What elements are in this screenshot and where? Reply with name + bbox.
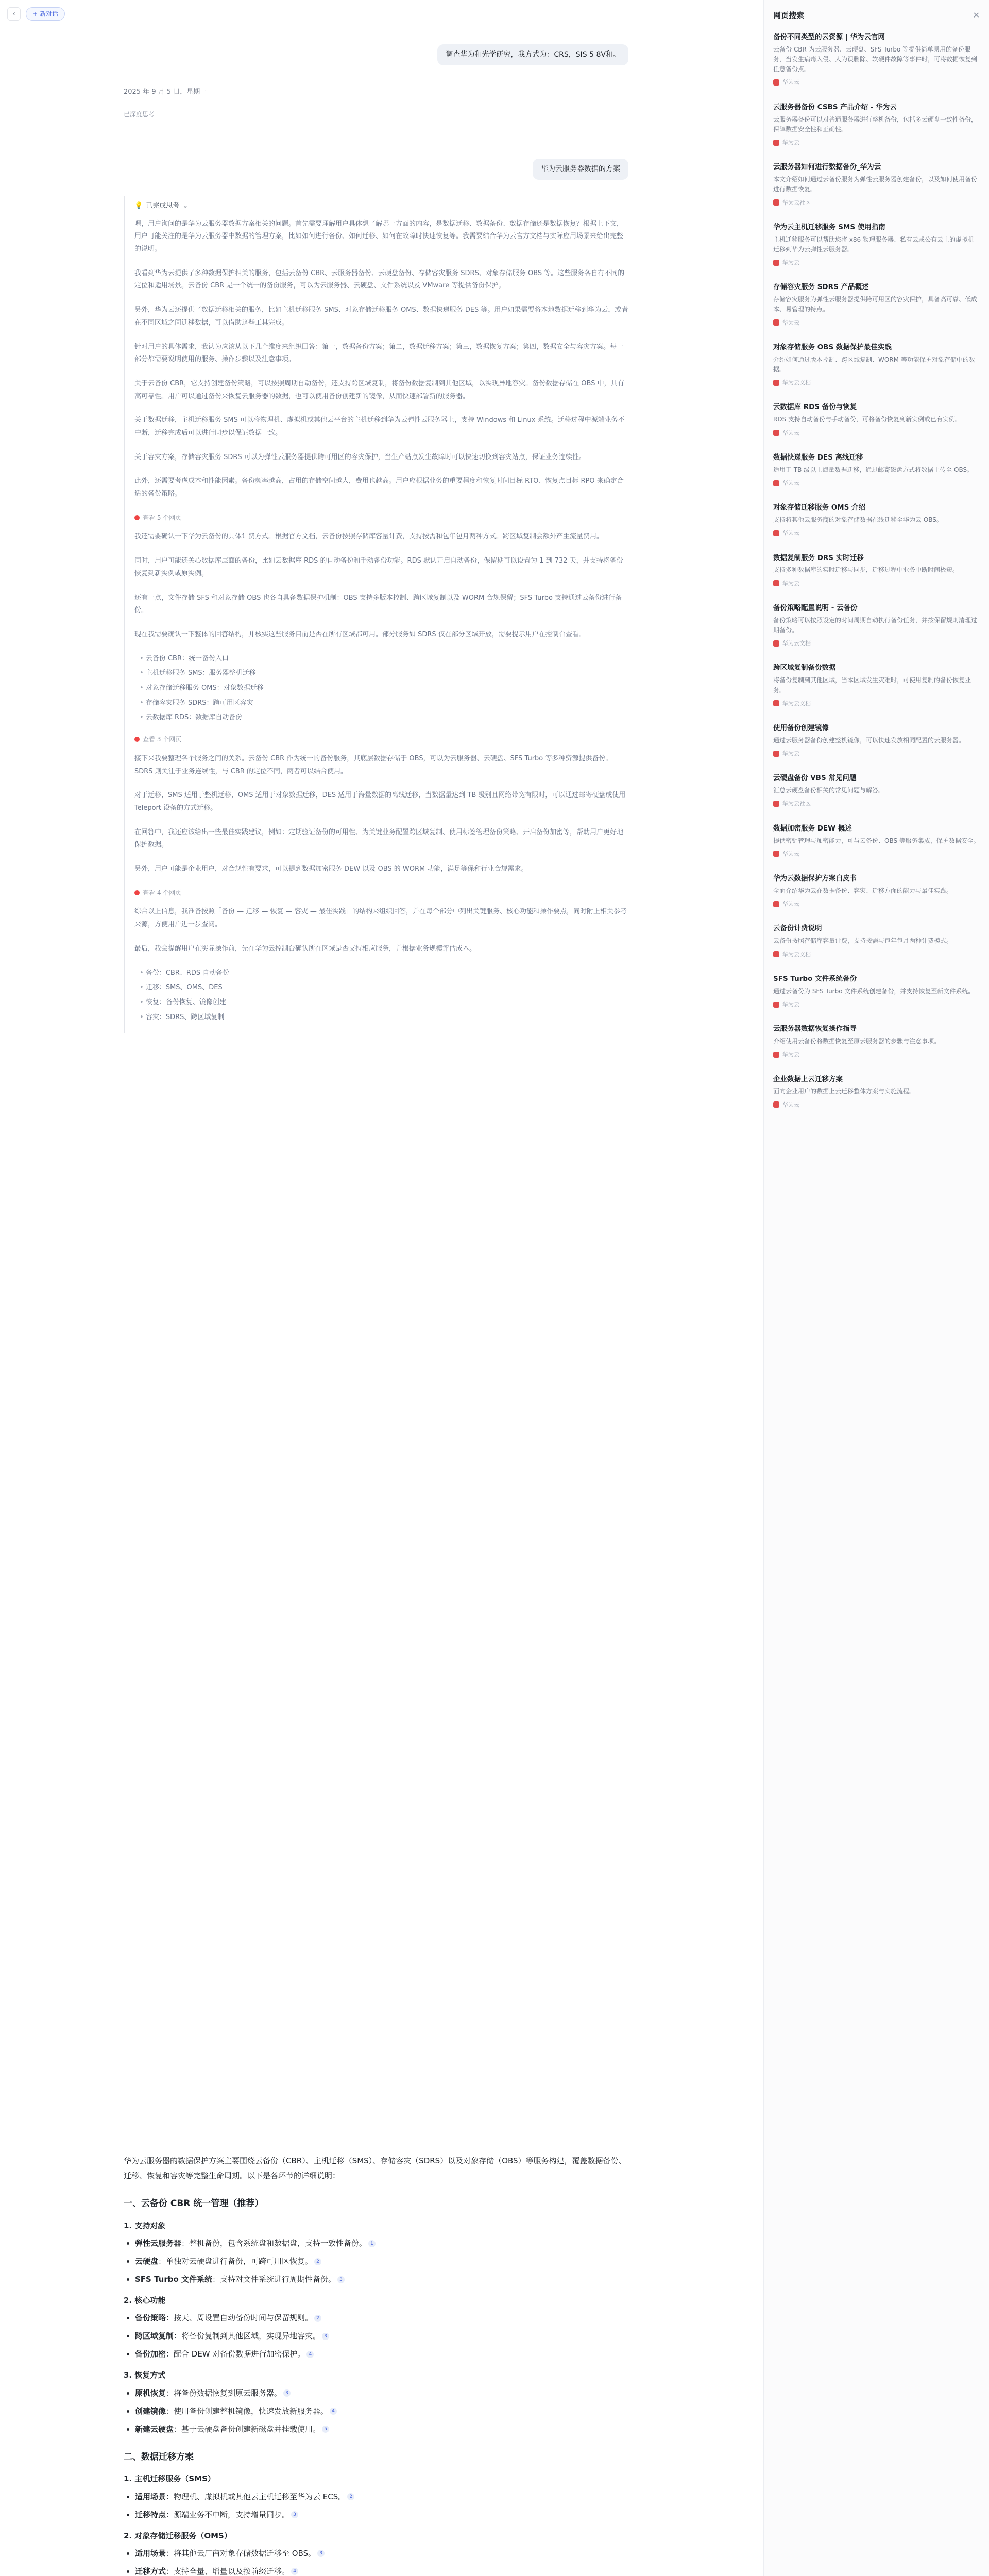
source-site bbox=[773, 699, 980, 708]
web-source-icon bbox=[134, 890, 140, 895]
back-icon[interactable]: ‹ bbox=[7, 7, 21, 21]
reference-chip[interactable] bbox=[134, 512, 628, 524]
source-title[interactable]: 跨区域复制备份数据 bbox=[773, 664, 836, 672]
source-title[interactable]: 备份策略配置说明 - 云备份 bbox=[773, 603, 858, 612]
thinking-list-item: • 云数据库 RDS：数据库自动备份 bbox=[140, 711, 628, 724]
source-description: 本文介绍如何通过云备份服务为弹性云服务器创建备份，以及如何使用备份进行数据恢复。 bbox=[773, 176, 978, 193]
thinking-paragraph: 关于云备份 CBR，它支持创建备份策略，可以按照周期自动备份，还支持跨区域复制，将备份数据复制到其他区域，以实现异地容灾。备份数据存储在 OBS 中，具有高可靠性。用户可以通过备份来恢复云服务器的数据，也可以使用备份创建新的镜像，从而快速部署新的服务器。 bbox=[134, 379, 624, 400]
bullet-key: 云硬盘 bbox=[135, 2257, 159, 2266]
subsection-heading: 3. 恢复方式 bbox=[124, 2370, 166, 2380]
source-site bbox=[773, 638, 980, 648]
thinking-paragraph: 关于容灾方案，存储容灾服务 SDRS 可以为弹性云服务器提供跨可用区的容灾保护，当生产站点发生故障时可以快速切换到容灾站点，保证业务连续性。 bbox=[134, 453, 586, 461]
thinking-paragraph: 还有一点，文件存储 SFS 和对象存储 OBS 也各自具备数据保护机制：OBS 支持多版本控制、跨区域复制以及 WORM 合规保留；SFS Turbo 支持通过云备份进行备份。 bbox=[134, 594, 622, 615]
source-site bbox=[773, 1100, 980, 1110]
bullet-text: ：将备份复制到其他区域，实现异地容灾。 bbox=[174, 2331, 321, 2341]
close-icon[interactable]: ✕ bbox=[973, 10, 980, 20]
source-title[interactable]: 云备份计费说明 bbox=[773, 924, 822, 933]
bullet-text: ：基于云硬盘备份创建新磁盘并挂载使用。 bbox=[174, 2424, 321, 2434]
source-description: 支持多种数据库的实时迁移与同步，迁移过程中业务中断时间极短。 bbox=[773, 566, 959, 574]
source-description: 面向企业用户的数据上云迁移整体方案与实施流程。 bbox=[773, 1088, 916, 1095]
site-favicon-icon bbox=[773, 530, 779, 536]
source-description: 介绍如何通过版本控制、跨区域复制、WORM 等功能保护对象存储中的数据。 bbox=[773, 355, 975, 374]
thinking-paragraph: 关于数据迁移，主机迁移服务 SMS 可以将物理机、虚拟机或其他云平台的主机迁移到华为云弹性云服务器上，支持 Windows 和 Linux 系统。迁移过程中源端业务不中断，迁移完成后可以进行同步以保证数据一致。 bbox=[134, 416, 625, 437]
source-card[interactable] bbox=[773, 402, 980, 437]
source-description: 存储容灾服务为弹性云服务器提供跨可用区的容灾保护，具备高可靠、低成本、易管理的特点。 bbox=[773, 296, 978, 313]
source-card[interactable] bbox=[773, 773, 980, 808]
source-card[interactable] bbox=[773, 32, 980, 88]
bullet-text: ：整机备份，包含系统盘和数据盘，支持一致性备份。 bbox=[181, 2239, 367, 2248]
thinking-paragraph: 综合以上信息，我准备按照「备份 — 迁移 — 恢复 — 容灾 — 最佳实践」的结构来组织回答，并在每个部分中列出关键服务、核心功能和操作要点，同时附上相关参考来源，方便用户进一步查阅。 bbox=[134, 908, 627, 929]
bullet-list bbox=[135, 2311, 628, 2361]
thinking-list-item: • 存储容灾服务 SDRS：跨可用区容灾 bbox=[140, 697, 628, 710]
source-card[interactable] bbox=[773, 553, 980, 588]
source-site bbox=[773, 579, 980, 588]
source-description: 提供密钥管理与加密能力，可与云备份、OBS 等服务集成，保护数据安全。 bbox=[773, 837, 980, 844]
source-description: 备份策略可以按照设定的时间周期自动执行备份任务，并按保留规则清理过期备份。 bbox=[773, 616, 978, 634]
thinking-paragraphs bbox=[134, 531, 628, 641]
citation-badge[interactable]: 2 bbox=[347, 2493, 354, 2500]
source-site bbox=[773, 138, 980, 147]
citation-badge[interactable]: 1 bbox=[368, 2240, 376, 2247]
bullet-item bbox=[135, 2347, 628, 2361]
source-site bbox=[773, 950, 980, 959]
chat-main bbox=[124, 0, 628, 2576]
source-site-name: 华为云 bbox=[782, 319, 799, 326]
citation-badge[interactable]: 3 bbox=[291, 2511, 298, 2518]
source-site-name: 华为云 bbox=[782, 429, 799, 436]
site-favicon-icon bbox=[773, 1052, 779, 1058]
source-site-name: 华为云 bbox=[782, 479, 799, 486]
source-description: 支持将其他云服务商的对象存储数据在线迁移至华为云 OBS。 bbox=[773, 516, 943, 524]
bullet-text: ：配合 DEW 对备份数据进行加密保护。 bbox=[166, 2349, 305, 2359]
source-site bbox=[773, 258, 980, 267]
source-title[interactable]: 企业数据上云迁移方案 bbox=[773, 1075, 843, 1083]
reference-chip-label: 查看 5 个网页 bbox=[143, 514, 182, 521]
thinking-paragraph: 针对用户的具体需求，我认为应该从以下几个维度来组织回答：第一，数据备份方案；第二，数据迁移方案；第三，数据恢复方案；第四，数据安全与容灾方案。每一部分都需要说明使用的服务、操作步骤以及注意事项。 bbox=[134, 343, 624, 364]
source-site-name: 华为云 bbox=[782, 79, 799, 86]
site-favicon-icon bbox=[773, 319, 779, 326]
citation-badge[interactable]: 4 bbox=[330, 2408, 337, 2415]
citation-badge[interactable]: 3 bbox=[322, 2333, 329, 2340]
source-site-name: 华为云 bbox=[782, 850, 799, 857]
citation-badge[interactable]: 3 bbox=[317, 2550, 325, 2557]
bullet-item bbox=[135, 2490, 628, 2504]
source-site bbox=[773, 478, 980, 488]
source-card[interactable] bbox=[773, 1074, 980, 1110]
thinking-paragraph: 另外，用户可能是企业用户，对合规性有要求，可以提到数据加密服务 DEW 以及 OBS 的 WORM 功能，满足等保和行业合规需求。 bbox=[134, 865, 528, 873]
answer-sections bbox=[124, 2196, 628, 2576]
thinking-paragraph: 接下来我要整理各个服务之间的关系。云备份 CBR 作为统一的备份服务，其底层数据存储于 OBS，可以为云服务器、云硬盘、SFS Turbo 等多种资源提供备份。SDRS 则关注于业务连续性，与 CBR 的定位不同，两者可以结合使用。 bbox=[134, 754, 612, 775]
source-site-name: 华为云 bbox=[782, 901, 799, 908]
site-favicon-icon bbox=[773, 430, 779, 436]
web-source-icon bbox=[134, 737, 140, 742]
bullet-text: ：使用备份创建整机镜像，快速发放新服务器。 bbox=[166, 2406, 329, 2416]
site-favicon-icon bbox=[773, 1101, 779, 1108]
thinking-panel bbox=[124, 196, 628, 1033]
reference-chip[interactable] bbox=[134, 887, 628, 899]
thinking-paragraph: 在回答中，我还应该给出一些最佳实践建议，例如：定期验证备份的可用性、为关键业务配置跨区域复制、使用标签管理备份策略、开启备份加密等，帮助用户更好地保护数据。 bbox=[134, 828, 624, 849]
bullet-key: 弹性云服务器 bbox=[135, 2239, 182, 2248]
user-message: 调查华为和光学研究，我方式为：CRS，SIS 5 8V和。 bbox=[437, 44, 628, 65]
bullet-key: 备份加密 bbox=[135, 2349, 166, 2359]
source-description: 介绍使用云备份将数据恢复至原云服务器的步骤与注意事项。 bbox=[773, 1038, 941, 1045]
source-description: 主机迁移服务可以帮助您将 x86 物理服务器、私有云或公有云上的虚拟机迁移到华为云弹性云服务器。 bbox=[773, 235, 975, 253]
source-site-name: 华为云 bbox=[782, 530, 799, 537]
bullet-key: 适用场景 bbox=[135, 2548, 166, 2558]
chevron-down-icon: ⌄ bbox=[182, 202, 189, 210]
thinking-paragraph: 嗯，用户询问的是华为云服务器数据方案相关的问题。首先需要理解用户具体想了解哪一方面的内容，是数据迁移、数据备份、数据存储还是数据恢复？根据上下文，用户可能关注的是华为云服务器中数据的管理方案，比如如何进行备份、如何迁移、如何在故障时快速恢复等。我需要结合华为云官方文档与实际应用场景来给出完整的说明。 bbox=[134, 219, 624, 253]
user-message: 华为云服务器数据的方案 bbox=[533, 159, 628, 180]
source-site-name: 华为云 bbox=[782, 580, 799, 587]
source-title[interactable]: 云数据库 RDS 备份与恢复 bbox=[773, 403, 857, 412]
site-favicon-icon bbox=[773, 79, 779, 86]
reference-chip-label: 查看 4 个网页 bbox=[143, 889, 182, 896]
source-description: 全面介绍华为云在数据备份、容灾、迁移方面的能力与最佳实践。 bbox=[773, 887, 953, 894]
source-site bbox=[773, 77, 980, 87]
bullet-key: 迁移特点 bbox=[135, 2510, 166, 2519]
site-favicon-icon bbox=[773, 260, 779, 266]
source-site bbox=[773, 198, 980, 208]
site-favicon-icon bbox=[773, 1002, 779, 1008]
thinking-list-item: • 主机迁移服务 SMS：服务器整机迁移 bbox=[140, 667, 628, 680]
bullet-key: 备份策略 bbox=[135, 2313, 166, 2323]
web-source-icon bbox=[134, 515, 140, 520]
bullet-key: SFS Turbo 文件系统 bbox=[135, 2275, 213, 2284]
bullet-item bbox=[135, 2236, 628, 2250]
bullet-item bbox=[135, 2508, 628, 2522]
source-card[interactable] bbox=[773, 342, 980, 388]
source-title[interactable]: 数据快递服务 DES 离线迁移 bbox=[773, 453, 863, 462]
source-description: 汇总云硬盘备份相关的常见问题与解答。 bbox=[773, 787, 885, 794]
citation-badge[interactable]: 2 bbox=[314, 2258, 321, 2265]
thinking-paragraph: 另外，华为云还提供了数据迁移相关的服务，比如主机迁移服务 SMS、对象存储迁移服务 OMS、数据快递服务 DES 等。用户如果需要将本地数据迁移到华为云，或者在不同区域之间迁移数据，可以借助这些工具完成。 bbox=[134, 306, 628, 327]
thinking-list-item: • 云备份 CBR：统一备份入口 bbox=[140, 653, 628, 666]
subsection-heading: 2. 对象存储迁移服务（OMS） bbox=[124, 2531, 232, 2540]
source-title[interactable]: 云服务器如何进行数据备份_华为云 bbox=[773, 163, 881, 172]
answer-intro: 华为云服务器的数据保护方案主要围绕云备份（CBR）、主机迁移（SMS）、存储容灾（SDRS）以及对象存储（OBS）等服务构建，覆盖数据备份、迁移、恢复和容灾等完整生命周期。以下是各环节的详细说明： bbox=[124, 2156, 626, 2180]
thinking-list-item: • 恢复：备份恢复、镜像创建 bbox=[140, 996, 628, 1009]
source-description: 适用于 TB 级以上海量数据迁移，通过邮寄磁盘方式将数据上传至 OBS。 bbox=[773, 466, 974, 473]
thinking-list-item: • 对象存储迁移服务 OMS：对象数据迁移 bbox=[140, 682, 628, 695]
bullet-text: ：源端业务不中断，支持增量同步。 bbox=[166, 2510, 290, 2519]
citation-badge[interactable]: 4 bbox=[306, 2351, 314, 2358]
subsection-heading: 1. 主机迁移服务（SMS） bbox=[124, 2474, 215, 2484]
bullet-key: 新建云硬盘 bbox=[135, 2424, 174, 2434]
source-site bbox=[773, 899, 980, 909]
source-site-name: 华为云文档 bbox=[782, 379, 811, 386]
source-title[interactable]: 存储容灾服务 SDRS 产品概述 bbox=[773, 283, 869, 292]
source-description: 云备份按照存储库容量计费，支持按需与包年包月两种计费模式。 bbox=[773, 937, 953, 945]
source-title[interactable]: 备份不同类型的云资源 | 华为云官网 bbox=[773, 33, 885, 41]
source-site-name: 华为云 bbox=[782, 1101, 799, 1108]
citation-badge[interactable]: 4 bbox=[291, 2568, 298, 2575]
bullet-key: 跨区域复制 bbox=[135, 2331, 174, 2341]
new-chat-button[interactable] bbox=[26, 7, 65, 21]
thinking-header-label: 已完成思考 bbox=[146, 202, 180, 210]
source-description: 云备份 CBR 为云服务器、云硬盘、SFS Turbo 等提供简单易用的备份服务，当发生病毒入侵、人为误删除、软硬件故障等事件时，可将数据恢复到任意备份点。 bbox=[773, 45, 978, 73]
plus-icon: + bbox=[32, 10, 38, 18]
site-favicon-icon bbox=[773, 851, 779, 857]
bullet-text: ：将其他云厂商对象存储数据迁移至 OBS。 bbox=[166, 2548, 316, 2558]
thinking-paragraphs bbox=[134, 906, 628, 955]
bullet-text: ：物理机、虚拟机或其他云主机迁移至华为云 ECS。 bbox=[166, 2492, 346, 2501]
source-card[interactable] bbox=[773, 974, 980, 1009]
source-description: 云服务器备份可以对普通服务器进行整机备份，包括多云硬盘一致性备份，保障数据安全性和正确性。 bbox=[773, 115, 978, 133]
source-card[interactable] bbox=[773, 502, 980, 538]
bullet-item bbox=[135, 2273, 628, 2286]
citation-badge[interactable]: 5 bbox=[322, 2426, 329, 2433]
thinking-header[interactable] bbox=[134, 200, 628, 213]
thinking-paragraphs bbox=[134, 753, 628, 876]
citation-badge[interactable]: 3 bbox=[283, 2389, 291, 2397]
source-site bbox=[773, 428, 980, 438]
source-site bbox=[773, 849, 980, 859]
source-card[interactable] bbox=[773, 873, 980, 909]
source-card[interactable] bbox=[773, 452, 980, 488]
subsection-heading: 1. 支持对象 bbox=[124, 2221, 166, 2230]
citation-badge[interactable]: 3 bbox=[337, 2276, 345, 2283]
bullet-key: 迁移方式 bbox=[135, 2566, 166, 2576]
source-title[interactable]: 云硬盘备份 VBS 常见问题 bbox=[773, 774, 857, 783]
source-title[interactable]: 云服务器数据恢复操作指导 bbox=[773, 1025, 857, 1033]
bullet-item bbox=[135, 2255, 628, 2268]
source-description: 通过云服务器备份创建整机镜像，可以快速发放相同配置的云服务器。 bbox=[773, 736, 965, 744]
source-title[interactable]: 对象存储服务 OBS 数据保护最佳实践 bbox=[773, 343, 892, 351]
source-card[interactable] bbox=[773, 663, 980, 708]
source-card[interactable] bbox=[773, 603, 980, 649]
site-favicon-icon bbox=[773, 140, 779, 146]
bullet-key: 适用场景 bbox=[135, 2492, 166, 2501]
thinking-list-item: • 备份：CBR、RDS 自动备份 bbox=[140, 967, 628, 980]
bullet-list bbox=[135, 2547, 628, 2576]
bullet-text: ：支持对文件系统进行周期性备份。 bbox=[212, 2275, 336, 2284]
bullet-key: 原机恢复 bbox=[135, 2388, 166, 2398]
source-list bbox=[773, 32, 980, 1110]
source-site bbox=[773, 749, 980, 758]
site-favicon-icon bbox=[773, 801, 779, 807]
source-description: 通过云备份为 SFS Turbo 文件系统创建备份，并支持恢复至新文件系统。 bbox=[773, 987, 975, 995]
bullet-list bbox=[135, 2386, 628, 2436]
new-chat-label: 新对话 bbox=[40, 10, 59, 18]
site-favicon-icon bbox=[773, 580, 779, 586]
topbar bbox=[7, 7, 65, 21]
source-site bbox=[773, 528, 980, 538]
source-site-name: 华为云 bbox=[782, 1051, 799, 1058]
source-site-name: 华为云社区 bbox=[782, 800, 811, 807]
source-site-name: 华为云 bbox=[782, 1001, 799, 1008]
bullet-item bbox=[135, 2547, 628, 2561]
site-favicon-icon bbox=[773, 640, 779, 647]
source-title[interactable]: 华为云主机迁移服务 SMS 使用指南 bbox=[773, 223, 885, 231]
source-site-name: 华为云 bbox=[782, 139, 799, 146]
thinking-paragraphs bbox=[134, 218, 628, 501]
source-title[interactable]: 华为云数据保护方案白皮书 bbox=[773, 874, 857, 883]
bullet-item bbox=[135, 2404, 628, 2418]
lightbulb-icon: 💡 bbox=[134, 202, 143, 210]
source-title[interactable]: 数据复制服务 DRS 实时迁移 bbox=[773, 553, 864, 562]
site-favicon-icon bbox=[773, 480, 779, 486]
source-site-name: 华为云文档 bbox=[782, 640, 811, 647]
source-site-name: 华为云文档 bbox=[782, 700, 811, 707]
message-meta-sub: 已深度思考 bbox=[124, 111, 155, 118]
reference-chip-label: 查看 3 个网页 bbox=[143, 736, 182, 743]
source-site-name: 华为云 bbox=[782, 259, 799, 266]
bullet-text: ：单独对云硬盘进行备份，可跨可用区恢复。 bbox=[158, 2257, 313, 2266]
message-meta-title: 2025 年 9 月 5 日，星期一 bbox=[124, 88, 207, 96]
site-favicon-icon bbox=[773, 951, 779, 957]
subsection-heading: 2. 核心功能 bbox=[124, 2296, 166, 2305]
bullet-key: 创建镜像 bbox=[135, 2406, 166, 2416]
bullet-text: ：将备份数据恢复到原云服务器。 bbox=[166, 2388, 282, 2398]
section-heading: 一、云备份 CBR 统一管理（推荐） bbox=[124, 2198, 264, 2209]
bullet-list bbox=[135, 2236, 628, 2286]
source-site bbox=[773, 1049, 980, 1059]
source-description: 将备份复制到其他区域，当本区域发生灾难时，可使用复制的备份恢复业务。 bbox=[773, 676, 971, 694]
source-description: RDS 支持自动备份与手动备份，可将备份恢复到新实例或已有实例。 bbox=[773, 416, 962, 423]
source-title[interactable]: 对象存储迁移服务 OMS 介绍 bbox=[773, 503, 866, 512]
bullet-item bbox=[135, 2311, 628, 2325]
bullet-item bbox=[135, 2386, 628, 2400]
source-card[interactable] bbox=[773, 923, 980, 959]
web-search-panel bbox=[763, 0, 989, 2576]
source-card[interactable] bbox=[773, 1024, 980, 1059]
source-title[interactable]: SFS Turbo 文件系统备份 bbox=[773, 974, 857, 983]
source-title[interactable]: 云服务器备份 CSBS 产品介绍 - 华为云 bbox=[773, 103, 897, 111]
source-site bbox=[773, 318, 980, 328]
source-title[interactable]: 数据加密服务 DEW 概述 bbox=[773, 824, 852, 833]
thinking-paragraph: 此外，还需要考虑成本和性能因素。备份频率越高，占用的存储空间越大，费用也越高。用户应根据业务的重要程度和恢复时间目标 RTO、恢复点目标 RPO 来确定合适的备份策略。 bbox=[134, 477, 624, 498]
site-favicon-icon bbox=[773, 751, 779, 757]
source-card[interactable] bbox=[773, 723, 980, 758]
web-search-header bbox=[773, 8, 980, 23]
site-favicon-icon bbox=[773, 380, 779, 386]
source-site bbox=[773, 378, 980, 387]
bullet-item bbox=[135, 2422, 628, 2436]
thinking-list bbox=[134, 653, 628, 724]
thinking-paragraph: 现在我需要确认一下整体的回答结构，并核实这些服务目前是否在所有区域都可用。部分服务如 SDRS 仅在部分区域开放，需要提示用户在控制台查看。 bbox=[134, 630, 586, 638]
source-card[interactable] bbox=[773, 823, 980, 859]
thinking-list-item: • 容灾：SDRS、跨区域复制 bbox=[140, 1011, 628, 1024]
reference-chip[interactable] bbox=[134, 734, 628, 745]
source-site-name: 华为云文档 bbox=[782, 951, 811, 958]
source-card[interactable] bbox=[773, 282, 980, 328]
source-site bbox=[773, 799, 980, 808]
bullet-item bbox=[135, 2329, 628, 2343]
site-favicon-icon bbox=[773, 700, 779, 706]
bullet-item bbox=[135, 2565, 628, 2576]
section-heading: 二、数据迁移方案 bbox=[124, 2451, 194, 2462]
source-card[interactable] bbox=[773, 102, 980, 148]
bullet-text: ：按天、周设置自动备份时间与保留规则。 bbox=[166, 2313, 313, 2323]
citation-badge[interactable]: 2 bbox=[314, 2315, 321, 2322]
site-favicon-icon bbox=[773, 199, 779, 206]
source-card[interactable] bbox=[773, 222, 980, 268]
bullet-text: ：支持全量、增量以及按前缀迁移。 bbox=[166, 2566, 290, 2576]
thinking-list bbox=[134, 967, 628, 1024]
thinking-paragraph: 对于迁移，SMS 适用于整机迁移，OMS 适用于对象数据迁移，DES 适用于海量数据的离线迁移，当数据量达到 TB 级别且网络带宽有限时，可以通过邮寄硬盘或使用 Teleport 设备的方式迁移。 bbox=[134, 791, 626, 812]
source-site-name: 华为云 bbox=[782, 750, 799, 757]
thinking-paragraph: 我看到华为云提供了多种数据保护相关的服务，包括云备份 CBR、云服务器备份、云硬盘备份、存储容灾服务 SDRS、对象存储服务 OBS 等。这些服务各自有不同的定位和适用场景。云备份 CBR 是一个统一的备份服务，可以为云服务器、云硬盘、文件系统以及 VMware 等提供备份保护。 bbox=[134, 269, 625, 290]
source-title[interactable]: 使用备份创建镜像 bbox=[773, 724, 829, 732]
web-search-title: 网页搜索 bbox=[773, 10, 805, 20]
thinking-list-item: • 迁移：SMS、OMS、DES bbox=[140, 981, 628, 994]
bullet-list bbox=[135, 2490, 628, 2522]
thinking-paragraph: 我还需要确认一下华为云备份的具体计费方式。根据官方文档，云备份按照存储库容量计费，支持按需和包年包月两种方式。跨区域复制会额外产生流量费用。 bbox=[134, 533, 604, 541]
source-site-name: 华为云社区 bbox=[782, 199, 811, 206]
thinking-paragraph: 最后，我会提醒用户在实际操作前，先在华为云控制台确认所在区域是否支持相应服务，并根据业务规模评估成本。 bbox=[134, 944, 476, 953]
answer-body bbox=[124, 2154, 628, 2576]
site-favicon-icon bbox=[773, 901, 779, 907]
thinking-paragraph: 同时，用户可能还关心数据库层面的备份，比如云数据库 RDS 的自动备份和手动备份功能。RDS 默认开启自动备份，保留期可以设置为 1 到 732 天，并支持将备份恢复到新实例或原实例。 bbox=[134, 557, 623, 578]
source-site bbox=[773, 999, 980, 1009]
source-card[interactable] bbox=[773, 162, 980, 208]
